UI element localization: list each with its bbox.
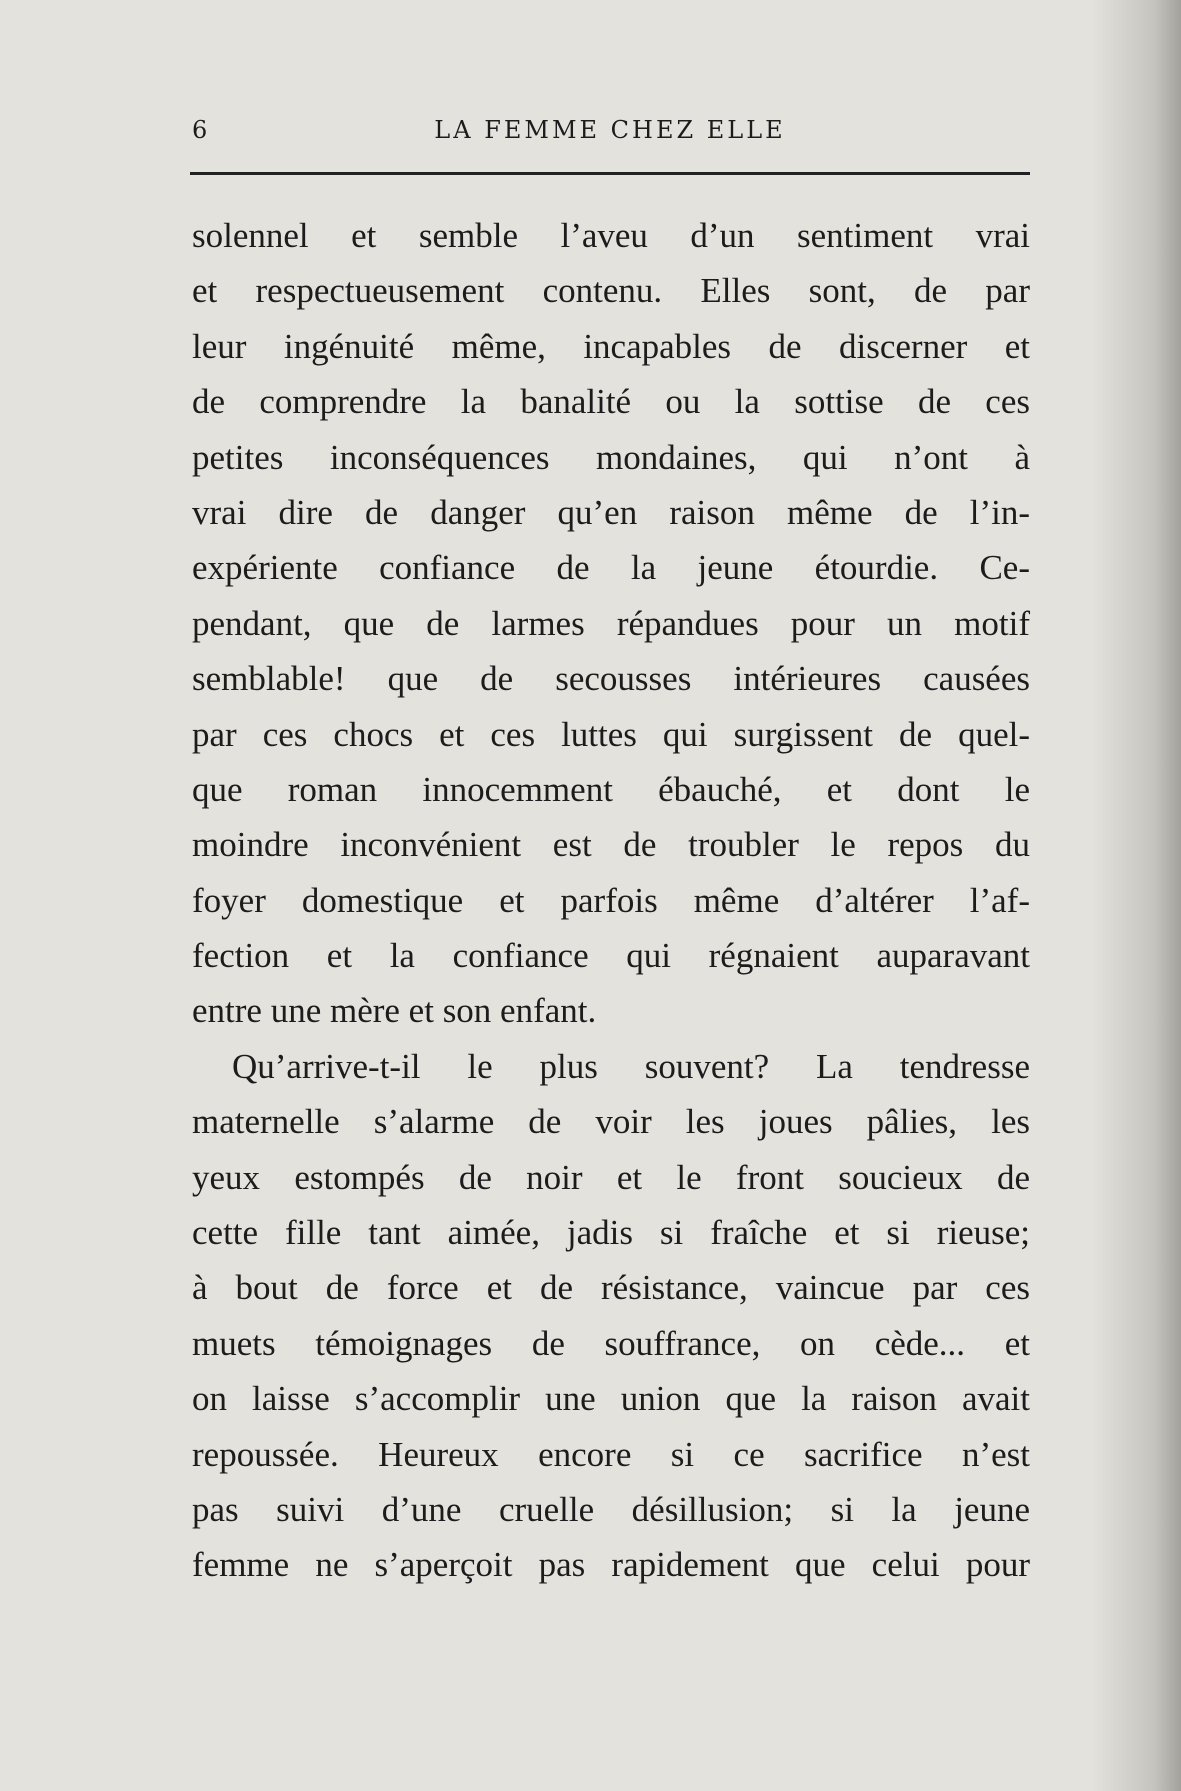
running-title: LA FEMME CHEZ ELLE — [434, 116, 786, 144]
text-line: pas suivi d’une cruelle désillusion; si la jeune — [192, 1489, 1030, 1529]
text-line: solennel et semble l’aveu d’un sentiment vrai — [192, 216, 1030, 255]
text-line: on laisse s’accomplir une union que la raison avait — [192, 1379, 1030, 1419]
text-line: cette fille tant aimée, jadis si fraîche et si rieuse; — [192, 1213, 1030, 1253]
page-number: 6 — [192, 116, 211, 144]
text-line: moindre inconvénient est de troubler le repos du — [192, 825, 1030, 865]
text-line: fection et la confiance qui régnaient auparavant — [192, 936, 1030, 976]
page-header — [192, 116, 1028, 152]
text-line: Qu’arrive-t-il le plus souvent? La tendresse — [232, 1046, 1030, 1086]
text-line: que roman innocemment ébauché, et dont le — [192, 769, 1030, 809]
text-line: petites inconséquences mondaines, qui n’ont à — [192, 437, 1030, 477]
body-text — [192, 208, 1030, 1593]
text-line: maternelle s’alarme de voir les joues pâlies, les — [192, 1102, 1030, 1142]
text-line: expériente confiance de la jeune étourdie. Ce- — [192, 548, 1030, 588]
text-line: pendant, que de larmes répandues pour un motif — [192, 603, 1030, 643]
text-line: leur ingénuité même, incapables de discerner et — [192, 326, 1030, 366]
text-line: et respectueusement contenu. Elles sont, de par — [192, 271, 1030, 311]
text-line: de comprendre la banalité ou la sottise de ces — [192, 382, 1030, 422]
text-line: femme ne s’aperçoit pas rapidement que celui pour — [192, 1545, 1030, 1585]
text-line: repoussée. Heureux encore si ce sacrifice n’est — [192, 1434, 1030, 1474]
header-rule — [190, 172, 1030, 175]
text-line: muets témoignages de souffrance, on cède... et — [192, 1323, 1030, 1363]
page-edge-shadow — [1091, 0, 1181, 1791]
text-line: yeux estompés de noir et le front soucieux de — [192, 1157, 1030, 1197]
text-line: par ces chocs et ces luttes qui surgissent de quel- — [192, 714, 1030, 754]
text-line: vrai dire de danger qu’en raison même de l’in- — [192, 492, 1030, 532]
text-line: entre une mère et son enfant. — [192, 991, 597, 1031]
text-line: foyer domestique et parfois même d’altérer l’af- — [192, 880, 1030, 920]
text-line: à bout de force et de résistance, vaincue par ces — [192, 1268, 1030, 1308]
text-line: semblable! que de secousses intérieures causées — [192, 659, 1030, 699]
